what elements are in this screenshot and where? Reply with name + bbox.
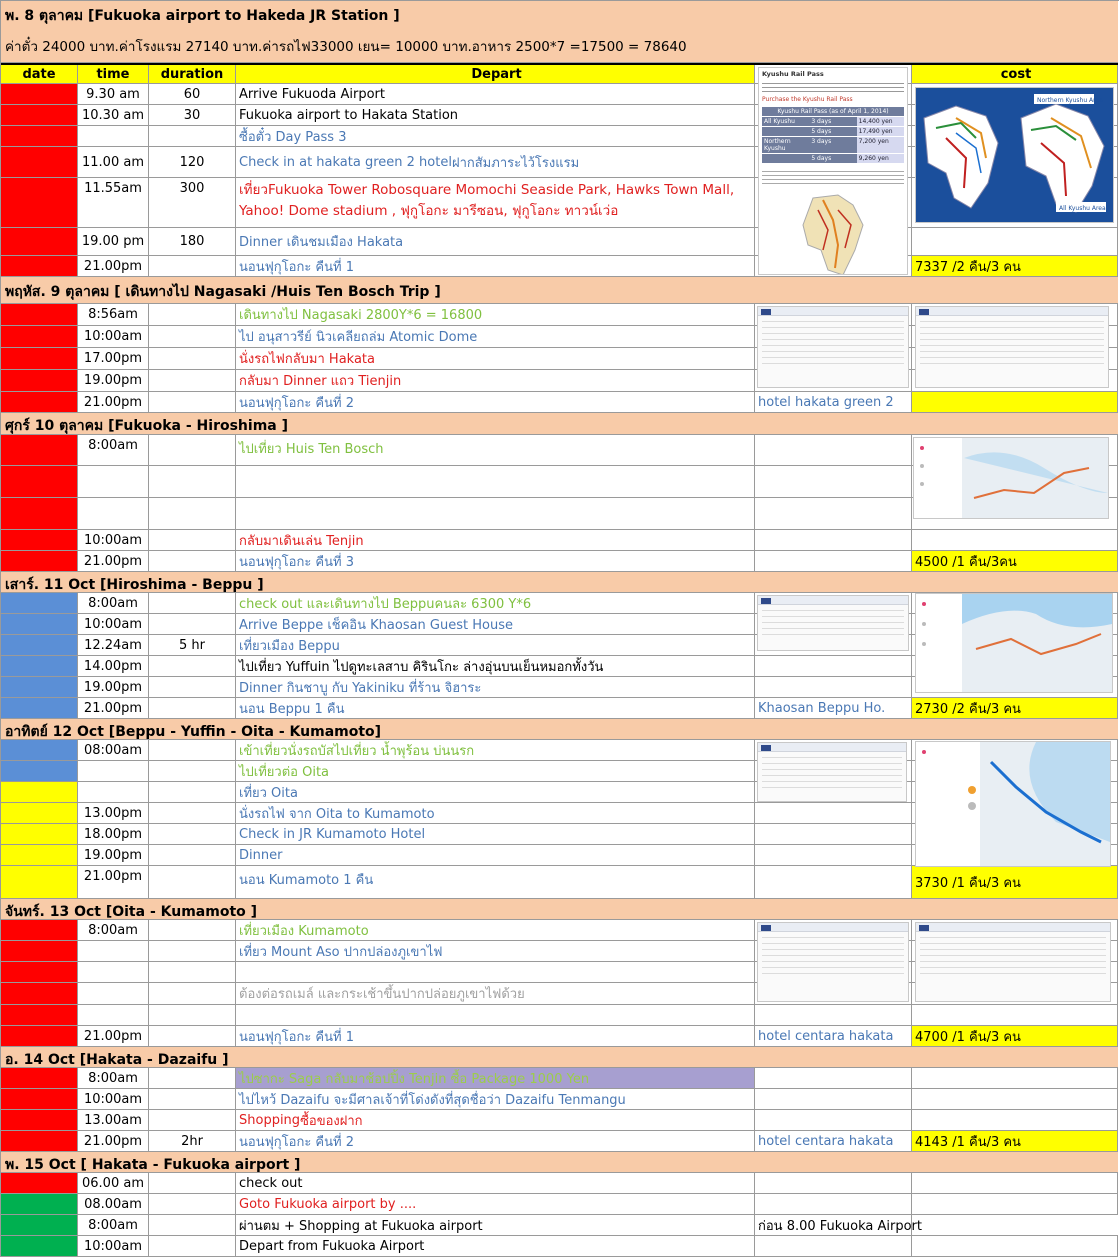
reference-cell [755,824,912,844]
time-cell: 06.00 am [78,1173,149,1193]
table-row [1,256,1118,277]
cost-cell [912,530,1118,550]
time-cell: 12.24am [78,635,149,655]
time-cell [78,126,149,146]
date-marker [1,920,78,940]
table-row [1,1194,1118,1215]
rail-pass-days: 5 days [811,155,832,162]
time-cell [78,782,149,802]
day-title: จันทร์. 13 Oct [Oita - Kumamoto ] [5,904,258,920]
duration-cell [149,845,236,865]
date-marker [1,228,78,255]
date-marker [1,761,78,781]
time-cell: 13.00pm [78,803,149,823]
day-header [1,899,1118,920]
train-schedule-screenshot [757,742,907,802]
duration-cell [149,1026,236,1046]
day-header [1,719,1118,740]
duration-cell [149,677,236,697]
rail-pass-purchase-link: Purchase the Kyushu Rail Pass [762,96,853,103]
time-cell: 19.00 pm [78,228,149,255]
activity-cell: ไปซากะ Saga กลับมาช้อปปิ้ง Tenjin ซื้อ Package 1000 Yen [236,1068,755,1088]
table-row [1,1068,1118,1089]
date-marker [1,803,78,823]
activity-cell: ไปเที่ยวต่อ Oita [236,761,755,781]
date-marker [1,1068,78,1088]
activity-cell: ไปเที่ยว Huis Ten Bosch [236,435,755,465]
activity-cell: Fukuoka airport to Hakata Station [236,105,755,125]
time-cell: 08.00am [78,1194,149,1214]
rail-pass-days: 5 days [811,128,832,135]
route-map-graphic [916,594,1112,692]
table-row [1,392,1118,413]
time-cell: 08:00am [78,740,149,760]
date-marker [1,1236,78,1256]
time-cell: 10:00am [78,1089,149,1109]
date-marker [1,698,78,718]
cost-cell: 4143 /1 คืน/3 คน [912,1131,1118,1151]
cost-cell [912,1089,1118,1109]
time-cell: 9.30 am [78,84,149,104]
duration-cell [149,920,236,940]
time-cell: 21.00pm [78,1026,149,1046]
time-cell: 21.00pm [78,256,149,276]
activity-cell: นอน Beppu 1 คืน [236,698,755,718]
date-marker [1,126,78,146]
reference-cell: ก่อน 8.00 Fukuoka Airport [755,1215,912,1235]
reference-cell [755,530,912,550]
rail-pass-price: 14,400 yen [857,117,904,126]
hotel-cell: Khaosan Beppu Ho. [755,698,912,718]
date-marker [1,466,78,497]
date-marker [1,256,78,276]
duration-cell [149,656,236,676]
time-cell: 10:00am [78,530,149,550]
rail-pass-days: 3 days [811,118,832,125]
time-cell: 10:00am [78,614,149,634]
date-marker [1,824,78,844]
duration-cell: 30 [149,105,236,125]
route-map-graphic [914,438,1108,518]
activity-cell: เที่ยวFukuoka Tower Robosquare Momochi Seaside Park, Hawks Town Mall, Yahoo! Dome stadium , ฟุกูโอกะ มารีซอน, ฟุกูโอกะ ทาวน์เว่อ [236,178,755,227]
date-marker [1,1005,78,1025]
date-marker [1,348,78,369]
kyushu-rail-map [783,190,883,275]
activity-cell [236,466,755,497]
activity-cell: เที่ยว Oita [236,782,755,802]
duration-cell [149,126,236,146]
time-cell: 10:00am [78,326,149,347]
rail-pass-price: 17,490 yen [857,127,904,136]
activity-cell: นอนฟุกุโอกะ คืนที่ 1 [236,256,755,276]
activity-cell: กลับมา Dinner แถว Tienjin [236,370,755,391]
activity-note: ฝากสัมภาระไว้โรงแรม [451,155,580,171]
day-title: พ. 15 Oct [ Hakata - Fukuoka airport ] [5,1157,301,1173]
duration-cell [149,740,236,760]
date-marker [1,326,78,347]
activity-cell: Goto Fukuoka airport by .... [236,1194,755,1214]
date-marker [1,1089,78,1109]
date-marker [1,1215,78,1235]
activity-cell: ผ่านตม + Shopping at Fukuoka airport [236,1215,755,1235]
cost-cell [912,1110,1118,1130]
day-title: เสาร์. 11 Oct [Hiroshima - Beppu ] [5,577,264,593]
time-cell: 8:56am [78,304,149,325]
date-marker [1,1131,78,1151]
duration-cell: 180 [149,228,236,255]
activity-text: Check in at hakata green 2 hotel [239,154,452,170]
cost-cell: 2730 /2 คืน/3 คน [912,698,1118,718]
table-row [1,530,1118,551]
activity-cell: นอนฟุกุโอกะ คืนที่ 2 [236,1131,755,1151]
time-cell: 19.00pm [78,845,149,865]
reference-cell [755,498,912,529]
date-marker [1,1194,78,1214]
activity-cell: นอน Kumamoto 1 คืน [236,866,755,898]
time-cell: 21.00pm [78,392,149,412]
time-cell: 14.00pm [78,656,149,676]
rail-pass-title: Kyushu Rail Pass [762,70,824,78]
duration-cell [149,962,236,982]
date-marker [1,983,78,1004]
table-row [1,866,1118,899]
cost-cell: 4700 /1 คืน/3 คน [912,1026,1118,1046]
time-cell: 21.00pm [78,866,149,898]
duration-cell [149,1068,236,1088]
time-cell: 10:00am [78,1236,149,1256]
rail-pass-days: 3 days [811,138,832,145]
day-title: อ. 14 Oct [Hakata - Dazaifu ] [5,1052,229,1068]
duration-cell [149,941,236,961]
activity-cell [236,962,755,982]
time-cell: 8:00am [78,920,149,940]
activity-cell: นอนฟุกุโอกะ คืนที่ 2 [236,392,755,412]
time-cell: 21.00pm [78,1131,149,1151]
day-header [1,572,1118,593]
date-marker [1,1026,78,1046]
table-row [1,1215,1118,1236]
rail-pass-intro-text [762,80,904,94]
activity-cell: นอนฟุกุโอกะ คืนที่ 3 [236,551,755,571]
reference-cell [755,1173,912,1193]
date-marker [1,677,78,697]
time-cell [78,498,149,529]
time-cell: 19.00pm [78,370,149,391]
date-marker [1,84,78,104]
day-header [1,277,1118,304]
date-marker [1,782,78,802]
date-marker [1,941,78,961]
route-map-screenshot [913,437,1109,519]
route-map-screenshot [915,593,1113,693]
table-row [1,1089,1118,1110]
cost-cell [912,228,1118,255]
rail-pass-area: All Kyushu [764,118,795,125]
activity-cell [236,593,755,613]
time-cell [78,466,149,497]
map-label-north: Northern Kyushu Area [1037,97,1103,104]
date-marker [1,147,78,177]
duration-cell [149,803,236,823]
duration-cell [149,304,236,325]
time-cell: 11.55am [78,178,149,227]
rail-pass-price: 9,260 yen [857,154,904,163]
duration-cell [149,1110,236,1130]
activity-cell: Depart from Fukuoka Airport [236,1236,755,1256]
cost-cell [912,392,1118,412]
activity-text: check out และเดินทางไป Beppu [239,596,435,612]
day-title: ศุกร์ 10 ตุลาคม [Fukuoka - Hiroshima ] [5,418,289,434]
activity-cell: Dinner กินชาบู กับ Yakiniku ที่ร้าน จิฮาระ [236,677,755,697]
time-cell [78,962,149,982]
day-header [1,413,1118,435]
reference-cell [755,551,912,571]
time-cell: 8:00am [78,1068,149,1088]
duration-cell [149,1194,236,1214]
col-duration: duration [149,65,236,83]
col-date: date [1,65,78,83]
reference-cell [755,1068,912,1088]
date-marker [1,614,78,634]
time-cell: 8:00am [78,593,149,613]
duration-cell: 60 [149,84,236,104]
activity-cell: ไปไหว้ Dazaifu จะมีศาลเจ้าที่โด่งดังที่สุดชื่อว่า Dazaifu Tenmangu [236,1089,755,1109]
duration-cell [149,551,236,571]
cost-cell [912,1173,1118,1193]
duration-cell [149,824,236,844]
cost-cell [912,1194,1118,1214]
date-marker [1,866,78,898]
duration-cell [149,614,236,634]
activity-cell: ไปเที่ยว Yuffuin ไปดูทะเลสาบ คิรินโกะ ล่างอุ่นบนเย็นหมอกทั้งวัน [236,656,755,676]
date-marker [1,392,78,412]
rail-pass-area [762,154,809,163]
cost-cell [912,1236,1118,1256]
activity-cell [236,1005,755,1025]
rail-pass-table [762,107,904,164]
duration-cell [149,1173,236,1193]
cost-cell [912,1005,1118,1025]
table-row [1,551,1118,572]
time-cell: 21.00pm [78,698,149,718]
cost-cell [912,1215,1118,1235]
train-schedule-screenshot [757,306,909,388]
route-map-graphic [916,742,1110,866]
duration-cell [149,1089,236,1109]
reference-cell [755,866,912,898]
reference-cell [755,1110,912,1130]
activity-cell: Check in JR Kumamoto Hotel [236,824,755,844]
activity-cell [236,147,755,177]
duration-cell [149,1236,236,1256]
activity-cell: นั่งรถไฟ จาก Oita to Kumamoto [236,803,755,823]
kyushu-map-graphic [916,88,1113,222]
time-cell: 18.00pm [78,824,149,844]
hotel-cell: hotel centara hakata [755,1131,912,1151]
activity-cell: ซื้อตั๋ว Day Pass 3 [236,126,755,146]
table-row [1,698,1118,719]
day-header [1,1047,1118,1068]
activity-cell: เที่ยวเมือง Beppu [236,635,755,655]
activity-note: คนละ 6300 Y*6 [434,596,532,612]
time-cell: 10.30 am [78,105,149,125]
duration-cell [149,498,236,529]
rail-pass-info-image [758,67,908,275]
date-marker [1,178,78,227]
activity-cell: นั่งรถไฟกลับมา Hakata [236,348,755,369]
date-marker [1,530,78,550]
date-marker [1,635,78,655]
date-marker [1,1110,78,1130]
route-map-screenshot [915,741,1111,867]
table-row [1,1173,1118,1194]
activity-cell [236,498,755,529]
activity-note: ซื้อของฝาก [300,1113,363,1129]
duration-cell [149,466,236,497]
activity-cell: เที่ยว Mount Aso ปากปล่องภูเขาไฟ [236,941,755,961]
col-time: time [78,65,149,83]
activity-cell: Dinner [236,845,755,865]
time-cell [78,983,149,1004]
table-row [1,1005,1118,1026]
train-schedule-screenshot [915,922,1111,1002]
time-cell: 8:00am [78,435,149,465]
date-marker [1,551,78,571]
kyushu-area-map [915,87,1114,223]
duration-cell [149,348,236,369]
day-1-title: พ. 8 ตุลาคม [Fukuoka airport to Hakeda JR Station ] [5,8,400,24]
reference-cell [755,1194,912,1214]
date-marker [1,304,78,325]
duration-cell [149,983,236,1004]
column-header-row [1,63,1118,84]
cost-cell [912,1068,1118,1088]
duration-cell [149,593,236,613]
duration-cell [149,698,236,718]
duration-cell [149,761,236,781]
duration-cell: 120 [149,147,236,177]
map-label-all: All Kyushu Area [1059,205,1106,212]
reference-cell [755,1236,912,1256]
day-title: พฤหัส. 9 ตุลาคม [ เดินทางไป Nagasaki /Huis Ten Bosch Trip ] [5,284,441,300]
time-cell [78,941,149,961]
activity-cell: ต้องต่อรถเมล์ และกระเช้าขึ้นปากปล่อยภูเขาไฟด้วย [236,983,755,1004]
col-cost: cost [912,65,1118,83]
activity-cell: เข้าเที่ยวนั่งรถบัสไปเที่ยว น้ำพุร้อน บ่นนรก [236,740,755,760]
duration-cell [149,392,236,412]
reference-cell [755,1089,912,1109]
activity-cell: เดินทางไป Nagasaki 2800Y*6 = 16800 [236,304,755,325]
activity-cell: เที่ยวเมือง Kumamoto [236,920,755,940]
cost-cell: 3730 /1 คืน/3 คน [912,866,1118,898]
time-cell: 17.00pm [78,348,149,369]
train-schedule-screenshot [915,306,1109,388]
time-cell: 8:00am [78,1215,149,1235]
date-marker [1,1173,78,1193]
date-marker [1,740,78,760]
cost-cell: 7337 /2 คืน/3 คน [912,256,1118,276]
train-schedule-screenshot [757,922,909,1002]
date-marker [1,593,78,613]
budget-summary: ค่าตั๋ว 24000 บาท.ค่าโรงแรม 27140 บาท.ค่ารถไฟ33000 เยน= 10000 บาท.อาหาร 2500*7 =17500 = 78640 [5,39,687,55]
activity-cell: check out [236,1173,755,1193]
duration-cell [149,1215,236,1235]
date-marker [1,370,78,391]
col-depart: Depart [236,65,755,83]
rail-pass-area: Northern Kyushu [764,138,791,152]
time-cell: 13.00am [78,1110,149,1130]
time-cell: 11.00 am [78,147,149,177]
activity-cell: นอนฟุกุโอกะ คืนที่ 1 [236,1026,755,1046]
reference-cell [755,677,912,697]
time-cell [78,1005,149,1025]
activity-cell: กลับมาเดินเล่น Tenjin [236,530,755,550]
time-cell [78,761,149,781]
reference-cell [755,435,912,465]
rail-pass-price: 7,200 yen [857,137,904,153]
date-marker [1,962,78,982]
hotel-cell: hotel hakata green 2 [755,392,912,412]
reference-cell [755,656,912,676]
table-row [1,228,1118,256]
activity-text: Shopping [239,1112,301,1128]
rail-pass-table-title: Kyushu Rail Pass (as of April 1, 2014) [777,108,889,115]
reference-cell [755,803,912,823]
date-marker [1,845,78,865]
activity-cell: Arrive Fukuoda Airport [236,84,755,104]
day-header [1,1152,1118,1173]
duration-cell [149,530,236,550]
date-marker [1,656,78,676]
activity-cell [236,1110,755,1130]
trip-header [1,1,1118,63]
rail-pass-area [762,127,809,136]
reference-cell [755,466,912,497]
reference-cell [755,845,912,865]
table-row [1,1110,1118,1131]
day-title: อาทิตย์ 12 Oct [Beppu - Yuffin - Oita - Kumamoto] [5,724,382,740]
duration-cell [149,435,236,465]
time-cell: 21.00pm [78,551,149,571]
rail-pass-description [762,168,904,186]
table-row [1,1131,1118,1152]
time-cell: 19.00pm [78,677,149,697]
activity-cell: Arrive Beppe เช็คอิน Khaosan Guest House [236,614,755,634]
activity-cell: Dinner เดินชมเมือง Hakata [236,228,755,255]
activity-cell: ไป อนุสาวรีย์ นิวเคลียถล่ม Atomic Dome [236,326,755,347]
cost-cell: 4500 /1 คืน/3คน [912,551,1118,571]
date-marker [1,435,78,465]
table-row [1,1236,1118,1257]
duration-cell: 2hr [149,1131,236,1151]
duration-cell [149,326,236,347]
duration-cell [149,782,236,802]
duration-cell: 300 [149,178,236,227]
date-marker [1,498,78,529]
duration-cell: 5 hr [149,635,236,655]
duration-cell [149,866,236,898]
table-row [1,1026,1118,1047]
reference-cell [755,1005,912,1025]
hotel-cell: hotel centara hakata [755,1026,912,1046]
duration-cell [149,1005,236,1025]
train-schedule-screenshot [757,595,909,651]
date-marker [1,105,78,125]
duration-cell [149,256,236,276]
duration-cell [149,370,236,391]
